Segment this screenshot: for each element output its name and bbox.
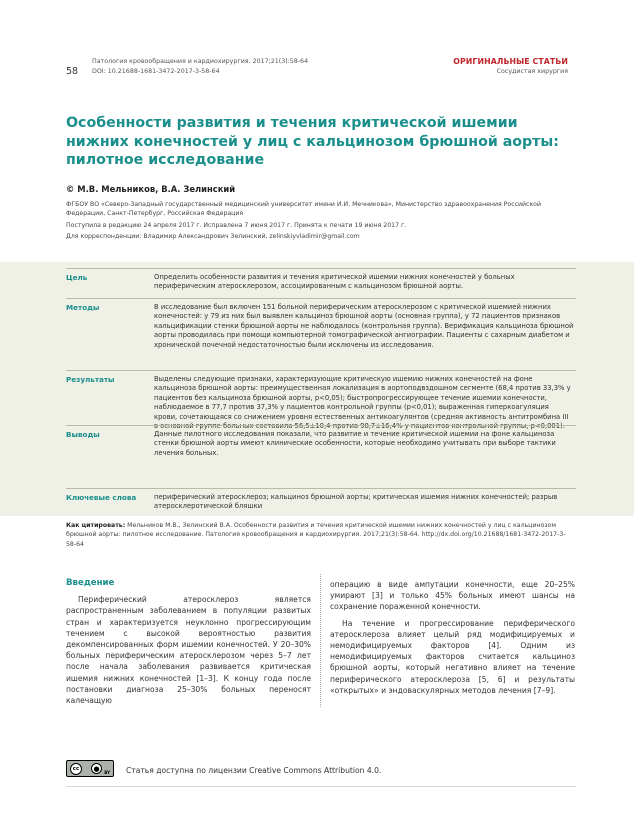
abstract-label: Результаты bbox=[66, 375, 115, 384]
abstract-text: Выделены следующие признаки, характеризующие критическую ишемию нижних конечностей на фоне кальциноза брюшной аорты: преимущественная локализация в аортоподвздошном сегменте (68,4 против 33,3% у пациентов без кальциноза брюшной аорты, p<0,05); быстропрогрессирующее течение ишемии конечности, наблюдаемое в 77,7 против 37,3% у пациентов контрольной группы (p<0,01); выраженная гиперкоагуляция крови, сочетающаяся со снижением уровня естественных антикоагулянтов (средняя активность антитромбина III в основной группе больных составила 56,5±10,4 против 98,7±16,4% у пациентов контрольной группы, p<0,001). bbox=[154, 375, 571, 431]
abstract-text: периферический атеросклероз; кальциноз брюшной аорты; критическая ишемия нижних конечностей; разрыв атеросклеротической бляшки bbox=[154, 493, 558, 511]
abstract-box bbox=[0, 262, 634, 516]
abstract-row-results bbox=[66, 370, 576, 431]
cc-icon: cc bbox=[70, 763, 82, 775]
page-number: 58 bbox=[66, 66, 79, 77]
abstract-label: Цель bbox=[66, 273, 88, 282]
citation-text: Мельников М.В., Зелинский В.А. Особенности развития и течения критической ишемии нижних конечностей у лиц с кальцинозом брюшной аорты: пилотное исследование. Патология кровообращения и кардиохирургия. 2017;21(3):58-64. http://dx.doi.org/10.21688/1681-3472-2017-3-58-64 bbox=[66, 522, 566, 548]
by-label: BY bbox=[104, 770, 110, 775]
paragraph: операцию в виде ампутации конечности, еще 20–25% умирают [3] и только 45% больных имеют шансы на сохранение пораженной конечности. bbox=[330, 580, 575, 612]
intro-right-column bbox=[330, 579, 575, 701]
abstract-label: Выводы bbox=[66, 430, 100, 439]
paragraph: Периферический атеросклероз является распространенным заболеванием в популяции развитых стран и характеризуется неуклонно прогрессирующим течением с высокой вероятностью развития декомпенсированных форм ишемии конечностей. У 20–30% больных периферическим атеросклерозом через 5–7 лет после начала заболевания развивается критическая ишемия нижних конечностей [1–3]. К концу года после постановки диагноза 25–30% больных переносят калечащую bbox=[66, 595, 311, 706]
doi-line: DOI: 10.21688-1681-3472-2017-3-58-64 bbox=[92, 67, 220, 75]
abstract-row-aim bbox=[66, 268, 576, 290]
affiliation: ФГБОУ ВО «Северо-Западный государственный медицинский университет имени И.И. Мечникова», Министерство здравоохранения Российской Федерации, Санкт-Петербург, Российская Федерация bbox=[66, 201, 541, 217]
abstract-label: Ключевые слова bbox=[66, 493, 137, 502]
column-divider bbox=[320, 574, 321, 707]
citation-label: Как цитировать: bbox=[66, 522, 126, 529]
footer-divider bbox=[66, 786, 576, 787]
authors: © М.В. Мельников, В.А. Зелинский bbox=[66, 184, 236, 194]
abstract-row-keywords bbox=[66, 488, 576, 514]
abstract-row-conclusions bbox=[66, 425, 576, 488]
person-icon: ● bbox=[91, 763, 102, 774]
intro-heading: Введение bbox=[66, 578, 115, 588]
cc-by-license-badge[interactable] bbox=[66, 760, 114, 777]
citation bbox=[66, 521, 566, 549]
article-title: Особенности развития и течения критической ишемии нижних конечностей у лиц с кальцинозом брюшной аорты: пилотное исследование bbox=[66, 115, 559, 168]
abstract-text: В исследование был включен 151 больной периферическим атеросклерозом с критической ишемией нижних конечностей: у 79 из них был выявлен кальциноз брюшной аорты (основная группа), у 72 пациентов признаков кальцификации стенки брюшной аорты не наблюдалось (контрольная группа). Верификация кальциноза брюшной аорты проводилась при помощи компьютерной томографической ангиографии. Пациенты с сахарным диабетом и хронической почечной недостаточностью были исключены из исследования. bbox=[154, 303, 574, 349]
correspondence: Для корреспонденции: Владимир Александрович Зелинский, zelinskiyvladimir@gmail.com bbox=[66, 233, 360, 241]
abstract-text: Данные пилотного исследования показали, что развитие и течение критической ишемии на фоне кальциноза стенки брюшной аорты имеют клинические особенности, которые необходимо учитывать при выборе тактики лечения больных. bbox=[154, 430, 556, 457]
abstract-label: Методы bbox=[66, 303, 100, 312]
subsection-label: Сосудистая хирургия bbox=[496, 68, 568, 75]
paragraph: На течение и прогрессирование периферического атеросклероза влияет целый ряд модифицируемых и немодифицируемых факторов [4]. Одним из немодифицируемых факторов считается кальциноз брюшной аорты, который негативно влияет на течение периферического атеросклероза [5, 6] и результаты «открытых» и эндоваскулярных методов лечения [7–9]. bbox=[330, 618, 575, 695]
section-header bbox=[453, 57, 568, 76]
intro-left-column bbox=[66, 578, 311, 711]
abstract-row-methods bbox=[66, 298, 576, 370]
article-meta bbox=[66, 200, 566, 244]
journal-line: Патология кровообращения и кардиохирургия. 2017;21(3):58-64 bbox=[92, 58, 309, 65]
license-text: Статья доступна по лицензии Creative Commons Attribution 4.0. bbox=[126, 766, 382, 775]
journal-info bbox=[92, 57, 308, 76]
section-label: ОРИГИНАЛЬНЫЕ СТАТЬИ bbox=[453, 57, 568, 66]
abstract-text: Определить особенности развития и течения критической ишемии нижних конечностей у больных периферическим атеросклерозом, ассоциированным с кальцинозом брюшной аорты. bbox=[154, 273, 515, 291]
dates: Поступила в редакцию 24 апреля 2017 г. Исправлена 7 июня 2017 г. Принята к печати 19 июня 2017 г. bbox=[66, 221, 407, 229]
